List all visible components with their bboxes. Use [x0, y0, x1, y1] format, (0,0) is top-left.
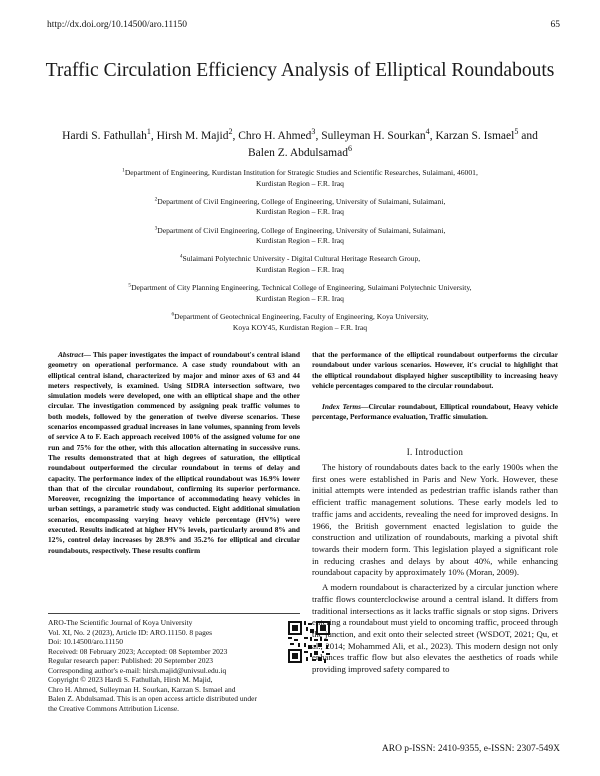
index-terms-label: Index Terms	[322, 402, 362, 412]
published-date: Regular research paper: Published: 20 September 2023	[48, 656, 213, 665]
affiliation-line: Department of Civil Engineering, College of Engineering, University of Sulaimani, Sulaimani,	[157, 225, 446, 235]
right-column	[312, 350, 558, 676]
author-line-1	[40, 128, 560, 145]
author-sup: 2	[228, 127, 233, 137]
author-name: , Sulleyman H. Sourkan	[315, 130, 426, 142]
copyright-line: the Creative Commons Attribution License.	[48, 703, 180, 713]
author-sup: 1	[146, 127, 151, 137]
author-sup: 4	[425, 127, 430, 137]
footer-divider	[48, 613, 300, 614]
author-list	[40, 128, 560, 162]
intro-paragraph-2: A modern roundabout is characterized by a circular junction where traffic flows counterclockwise around a central island. It differs from traditional intersections as it lacks traffic signals or stop signs. Drivers entering a roundabout must yield to oncoming traffic, proceed through the junction, and exit onto their selected street (WSDOT, 2021; Qu, et al., 2014; Mohammed Ali, et al., 2023). This modern design not only enhances traffic flow but also elevates the aesthetics of roads while providing improved safety compared to	[312, 582, 558, 675]
journal-name: ARO-The Scientific Journal of Koya University	[48, 618, 193, 627]
author-sup: 5	[514, 127, 519, 137]
affiliation	[60, 254, 540, 275]
author-name: Hardi S. Fathullah	[62, 130, 147, 142]
affiliation-line: Kurdistan Region – F.R. Iraq	[256, 236, 344, 246]
copyright-line: Balen Z. Abdulsamad. This is an open access article distributed under	[48, 694, 257, 703]
affiliation-line: Kurdistan Region – F.R. Iraq	[256, 178, 344, 188]
affiliation-line: Department of City Planning Engineering, Technical College of Engineering, Sulaimani Polytechnic University,	[131, 283, 472, 293]
affiliation-sup: 5	[128, 282, 132, 289]
paper-title: Traffic Circulation Efficiency Analysis of Elliptical Roundabouts	[45, 60, 555, 81]
affiliation-line: Department of Geotechnical Engineering, Faculty of Engineering, Koya University,	[174, 311, 429, 321]
index-terms-text: —Circular roundabout, Elliptical roundabout, Heavy vehicle percentage, Performance evaluation, Traffic simulation.	[312, 402, 558, 422]
affiliation-line: Koya KOY45, Kurdistan Region – F.R. Iraq	[232, 322, 368, 332]
author-name: , Karzan S. Ismael	[429, 130, 515, 142]
copyright-line: Chro H. Ahmed, Sulleyman H. Sourkan, Karzan S. Ismael and	[48, 684, 236, 694]
copyright-line: Copyright © 2023 Hardi S. Fathullah, Hirsh M. Majid,	[48, 675, 213, 684]
author-name: , Hirsh M. Majid	[150, 130, 229, 142]
affiliation-line: Kurdistan Region – F.R. Iraq	[256, 207, 344, 217]
affiliation-list	[60, 168, 540, 341]
affiliation-line: Department of Civil Engineering, College of Engineering, University of Sulaimani, Sulaimani,	[157, 196, 446, 206]
affiliation-sup: 1	[122, 167, 125, 174]
affiliation-line: Kurdistan Region – F.R. Iraq	[256, 264, 344, 274]
author-line-2	[40, 145, 560, 162]
received-accepted: Received: 08 February 2023; Accepted: 08 September 2023	[48, 646, 228, 656]
abstract-continuation: that the performance of the elliptical roundabout outperforms the circular roundabout under various scenarios. However, it's crucial to highlight that the elliptical roundabout displayed higher susceptibility to increasing heavy vehicle percentages compared to the circular roundabout.	[312, 350, 558, 390]
affiliation-line: Kurdistan Region – F.R. Iraq	[256, 293, 344, 303]
doi-link[interactable]: http://dx.doi.org/10.14500/aro.11150	[47, 20, 188, 30]
abstract-column	[48, 350, 300, 556]
affiliation	[60, 283, 540, 304]
abstract-label: Abstract	[58, 350, 84, 359]
affiliation	[60, 168, 540, 189]
affiliation-sup: 2	[154, 196, 158, 203]
author-sup: 3	[311, 127, 316, 137]
page-number: 65	[550, 20, 560, 30]
corresponding-email[interactable]: Corresponding author's e-mail: hirsh.majid@univsul.edu.iq	[48, 665, 227, 675]
author-name: and	[518, 130, 538, 142]
author-name: Balen Z. Abdulsamad	[248, 147, 348, 159]
doi-info: Doi: 10.14500/aro.11150	[48, 637, 124, 646]
affiliation	[60, 226, 540, 247]
volume-info: Vol. XI, No. 2 (2023), Article ID: ARO.11150. 8 pages	[48, 627, 213, 637]
intro-paragraph-1: The history of roundabouts dates back to the early 1900s when the first ones were established in Paris and New York. However, these initial attempts were intended as pedestrian traffic islands rather than efficient traffic management solutions. These early models led to traffic jams and accidents, revealing the need for improved designs. In 1966, the British government enacted legislation to guide the construction and utilization of roundabouts, marking a pivotal shift towards their modern form. This legislation played a significant role in reducing crashes and delays by about 40%, while enhancing roundabout capacity by approximately 10% (Moran, 2009).	[312, 462, 558, 578]
article-info	[48, 618, 298, 713]
affiliation-line: Sulaimani Polytechnic University - Digital Cultural Heritage Research Group,	[182, 254, 421, 264]
author-name: , Chro H. Ahmed	[232, 130, 312, 142]
index-terms	[312, 402, 558, 423]
affiliation-sup: 4	[179, 253, 183, 260]
affiliation	[60, 312, 540, 333]
affiliation-sup: 6	[171, 311, 175, 318]
author-sup: 6	[347, 144, 352, 154]
abstract-text: — This paper investigates the impact of roundabout's central island geometry on operational performance. A case study roundabout with an elliptical central island, characterized by major and minor axes of 63 and 44 meters respectively, is examined. Using SIDRA intersection software, two simulation models were developed, one with an elliptical shape and the other circular. The investigation commenced by assigning peak traffic volumes to both models, followed by the generation of twelve diverse scenarios. These scenarios encompassed gradual increases in lane volumes, spanning from levels of service A to F. Each approach received 100% of the assigned volume for one run and 75% for the other, with this allocation alternating in successive runs. The results demonstrated that at high degrees of saturation, the elliptical roundabout outperformed the circular roundabout in terms of delay and capacity. The performance index of the elliptical roundabout was 16.9% lower than that of the circular roundabout, confirming its superior performance. Moreover, recognizing the importance of accommodating heavy vehicles in urban settings, a parametric study was conducted. Eight additional simulation scenarios, encompassing varying heavy vehicle percentage (HV%) were executed. Results indicated at higher HV% levels, particularly around 8% and 12%, control delay increases by 28.9% and 35.2% for elliptical and circular roundabouts, respectively. These results confirm	[48, 350, 300, 555]
issn-footer: ARO p-ISSN: 2410-9355, e-ISSN: 2307-549X	[381, 744, 560, 754]
affiliation-line: Department of Engineering, Kurdistan Institution for Strategic Studies and Scientific Researches, Sulaimani, 46001,	[124, 168, 478, 177]
section-heading-introduction: I. Introduction	[406, 446, 464, 457]
affiliation	[60, 197, 540, 218]
affiliation-sup: 3	[154, 225, 158, 232]
